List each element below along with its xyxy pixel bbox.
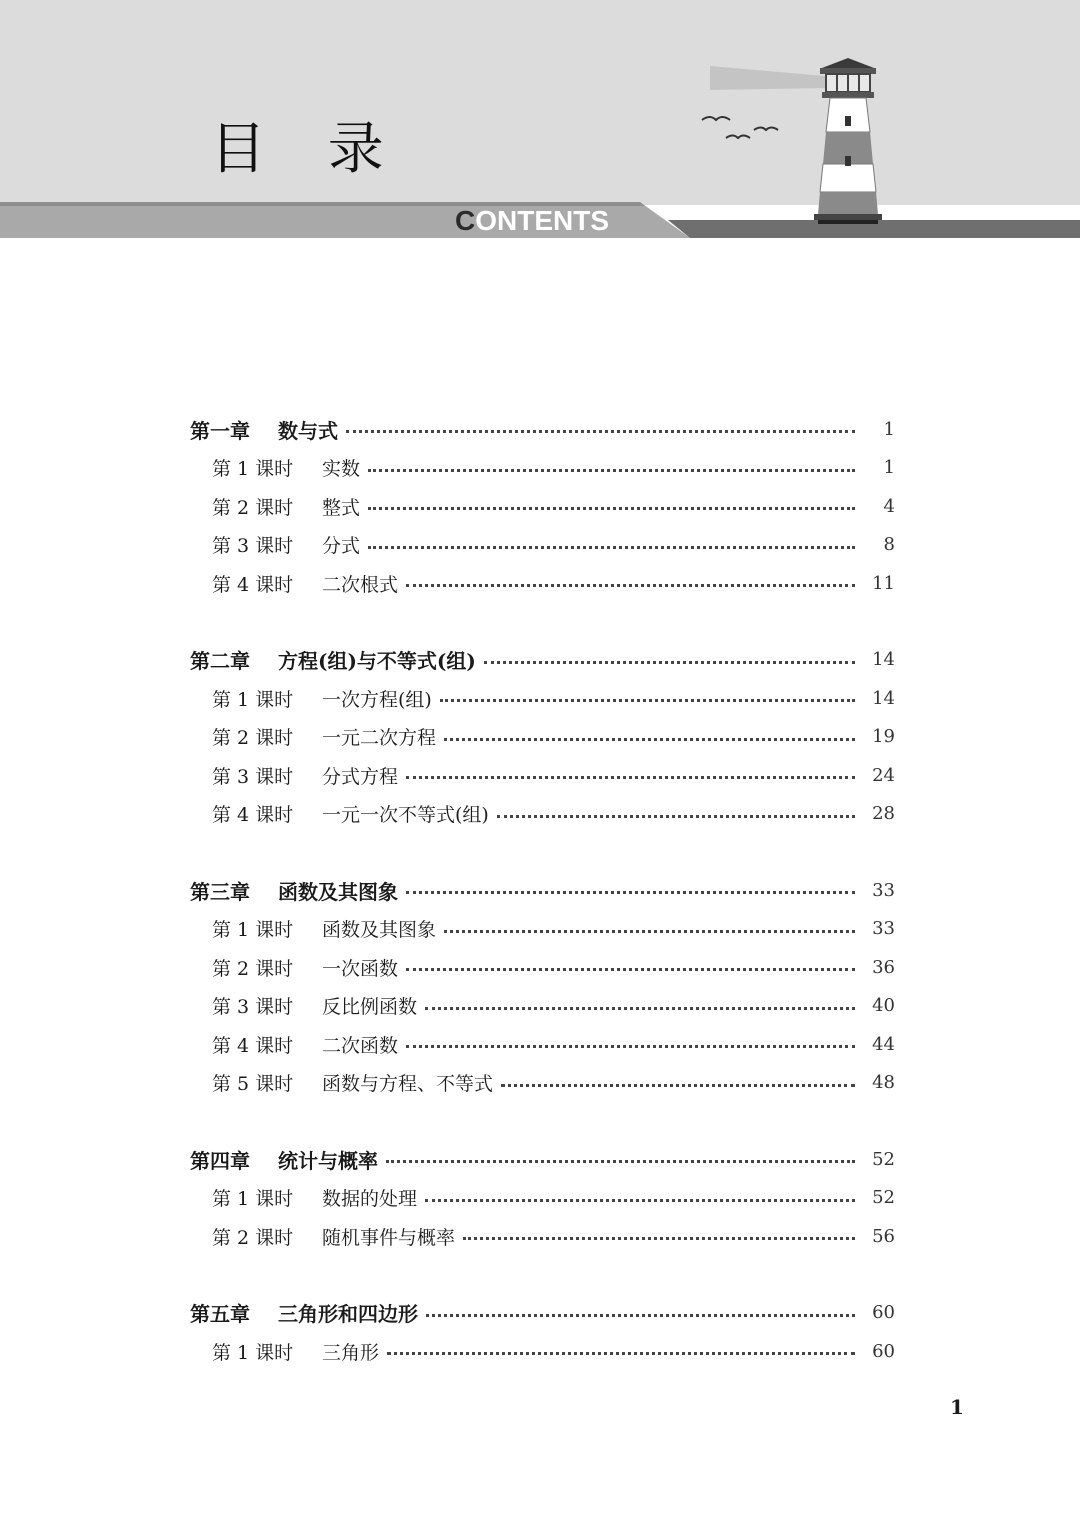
chapter-number: 第五章 [190, 1302, 250, 1327]
table-of-contents [190, 410, 895, 1409]
dot-leader [368, 468, 855, 472]
toc-page-number: 14 [872, 687, 895, 709]
toc-entry-label [190, 1145, 378, 1174]
lesson-title: 二次函数 [322, 1034, 399, 1057]
lighthouse-illustration [690, 52, 890, 232]
dot-leader [426, 1313, 855, 1317]
dot-leader [444, 929, 855, 933]
chapter-number: 第三章 [190, 879, 250, 904]
lesson-title: 二次根式 [322, 573, 399, 596]
toc-entry-label [190, 645, 476, 674]
lesson-number: 第 2 课时 [212, 1226, 294, 1249]
toc-chapter-row[interactable] [190, 871, 895, 910]
lesson-title: 实数 [322, 458, 361, 481]
toc-page-number: 11 [872, 572, 895, 594]
toc-entry-label [190, 992, 417, 1019]
dot-leader [425, 1006, 855, 1010]
chapter-number: 第二章 [190, 649, 250, 674]
toc-entry-label [190, 454, 360, 481]
dot-leader [387, 1351, 855, 1355]
toc-lesson-row[interactable] [190, 948, 895, 987]
header-background [0, 0, 1080, 205]
lesson-title: 一元二次方程 [322, 727, 437, 750]
toc-lesson-row[interactable] [190, 1064, 895, 1103]
chapter-number: 第四章 [190, 1148, 250, 1173]
lesson-title: 函数与方程、不等式 [322, 1073, 494, 1096]
toc-page-number: 48 [872, 1072, 895, 1094]
chapter-title: 方程(组)与不等式(组) [278, 649, 476, 674]
lesson-number: 第 3 课时 [212, 996, 294, 1019]
lesson-number: 第 3 课时 [212, 535, 294, 558]
toc-lesson-row[interactable] [190, 1217, 895, 1256]
lesson-number: 第 1 课时 [212, 919, 294, 942]
dot-leader [501, 1083, 855, 1087]
toc-page-number: 24 [872, 764, 895, 786]
toc-entry-label [190, 1223, 455, 1250]
toc-page-number: 4 [883, 495, 895, 517]
toc-lesson-row[interactable] [190, 449, 895, 488]
toc-chapter-row[interactable] [190, 1294, 895, 1333]
dot-leader [368, 506, 855, 510]
lesson-number: 第 1 课时 [212, 688, 294, 711]
toc-chapter-row[interactable] [190, 641, 895, 680]
toc-chapter-group [190, 871, 895, 1102]
toc-lesson-row[interactable] [190, 564, 895, 603]
dot-leader [497, 814, 855, 818]
lesson-number: 第 2 课时 [212, 957, 294, 980]
toc-entry-label [190, 1069, 493, 1096]
lesson-title: 一元一次不等式(组) [322, 804, 489, 827]
toc-entry-label [190, 1338, 379, 1365]
toc-page-number: 33 [872, 918, 895, 940]
lesson-number: 第 1 课时 [212, 1188, 294, 1211]
toc-chapter-row[interactable] [190, 1140, 895, 1179]
toc-page-number: 52 [872, 1148, 895, 1170]
header-banner [0, 0, 1080, 240]
toc-lesson-row[interactable] [190, 1332, 895, 1371]
toc-page-number: 60 [872, 1340, 895, 1362]
dot-leader [406, 890, 855, 894]
dot-leader [406, 967, 855, 971]
toc-page-number: 14 [872, 649, 895, 671]
lesson-number: 第 2 课时 [212, 496, 294, 519]
toc-chapter-group [190, 1294, 895, 1371]
toc-chapter-group [190, 1140, 895, 1256]
dot-leader [406, 583, 855, 587]
toc-entry-label [190, 876, 398, 905]
toc-entry-label [190, 800, 489, 827]
toc-lesson-row[interactable] [190, 756, 895, 795]
toc-entry-label [190, 570, 398, 597]
toc-entry-label [190, 493, 360, 520]
dot-leader [386, 1159, 855, 1163]
dot-leader [484, 660, 855, 664]
toc-lesson-row[interactable] [190, 1025, 895, 1064]
toc-entry-label [190, 915, 436, 942]
lesson-number: 第 4 课时 [212, 804, 294, 827]
toc-entry-label [190, 1184, 417, 1211]
chapter-title: 数与式 [278, 418, 338, 443]
chapter-number: 第一章 [190, 418, 250, 443]
lesson-title: 函数及其图象 [322, 919, 437, 942]
toc-entry-label [190, 1298, 418, 1327]
toc-page-number: 44 [872, 1033, 895, 1055]
dot-leader [406, 1044, 855, 1048]
dot-leader [425, 1198, 855, 1202]
toc-page-number: 19 [872, 726, 895, 748]
lesson-title: 随机事件与概率 [322, 1226, 456, 1249]
toc-entry-label [190, 1031, 398, 1058]
toc-chapter-group [190, 410, 895, 603]
page-title: 目 录 [210, 117, 406, 182]
toc-entry-label [190, 685, 432, 712]
lesson-title: 一次方程(组) [322, 688, 432, 711]
lesson-title: 一次函数 [322, 957, 399, 980]
lesson-title: 三角形 [322, 1341, 380, 1364]
toc-page-number: 28 [872, 803, 895, 825]
lesson-number: 第 1 课时 [212, 1341, 294, 1364]
toc-lesson-row[interactable] [190, 718, 895, 757]
toc-lesson-row[interactable] [190, 910, 895, 949]
dot-leader [440, 698, 855, 702]
toc-entry-label [190, 531, 360, 558]
toc-lesson-row[interactable] [190, 679, 895, 718]
toc-entry-label [190, 762, 398, 789]
toc-lesson-row[interactable] [190, 487, 895, 526]
toc-page-number: 52 [872, 1187, 895, 1209]
toc-page-number: 33 [872, 879, 895, 901]
toc-page-number: 60 [872, 1302, 895, 1324]
toc-page-number: 56 [872, 1225, 895, 1247]
dot-leader [444, 737, 855, 741]
toc-page-number: 1 [883, 457, 895, 479]
lesson-title: 分式 [322, 535, 361, 558]
toc-chapter-row[interactable] [190, 410, 895, 449]
toc-lesson-row[interactable] [190, 1179, 895, 1218]
lesson-number: 第 1 课时 [212, 458, 294, 481]
contents-label: CONTENTS [455, 205, 610, 236]
lesson-number: 第 2 课时 [212, 727, 294, 750]
lesson-title: 数据的处理 [322, 1188, 418, 1211]
toc-entry-label [190, 723, 436, 750]
chapter-title: 三角形和四边形 [278, 1302, 418, 1327]
lesson-number: 第 4 课时 [212, 573, 294, 596]
dot-leader [346, 429, 855, 433]
lesson-title: 分式方程 [322, 765, 399, 788]
toc-lesson-row[interactable] [190, 987, 895, 1026]
toc-page-number: 1 [883, 418, 895, 440]
lesson-number: 第 4 课时 [212, 1034, 294, 1057]
chapter-title: 函数及其图象 [278, 879, 398, 904]
toc-lesson-row[interactable] [190, 526, 895, 565]
dot-leader [463, 1236, 855, 1240]
toc-page-number: 8 [883, 534, 895, 556]
lesson-number: 第 3 课时 [212, 765, 294, 788]
chapter-title: 统计与概率 [278, 1148, 378, 1173]
dot-leader [368, 545, 855, 549]
toc-page-number: 36 [872, 956, 895, 978]
toc-entry-label [190, 415, 338, 444]
toc-lesson-row[interactable] [190, 795, 895, 834]
lesson-number: 第 5 课时 [212, 1073, 294, 1096]
lesson-title: 整式 [322, 496, 361, 519]
page-number: 1 [950, 1395, 964, 1419]
toc-entry-label [190, 954, 398, 981]
lesson-title: 反比例函数 [322, 996, 418, 1019]
toc-page-number: 40 [872, 995, 895, 1017]
toc-chapter-group [190, 641, 895, 834]
dot-leader [406, 775, 855, 779]
